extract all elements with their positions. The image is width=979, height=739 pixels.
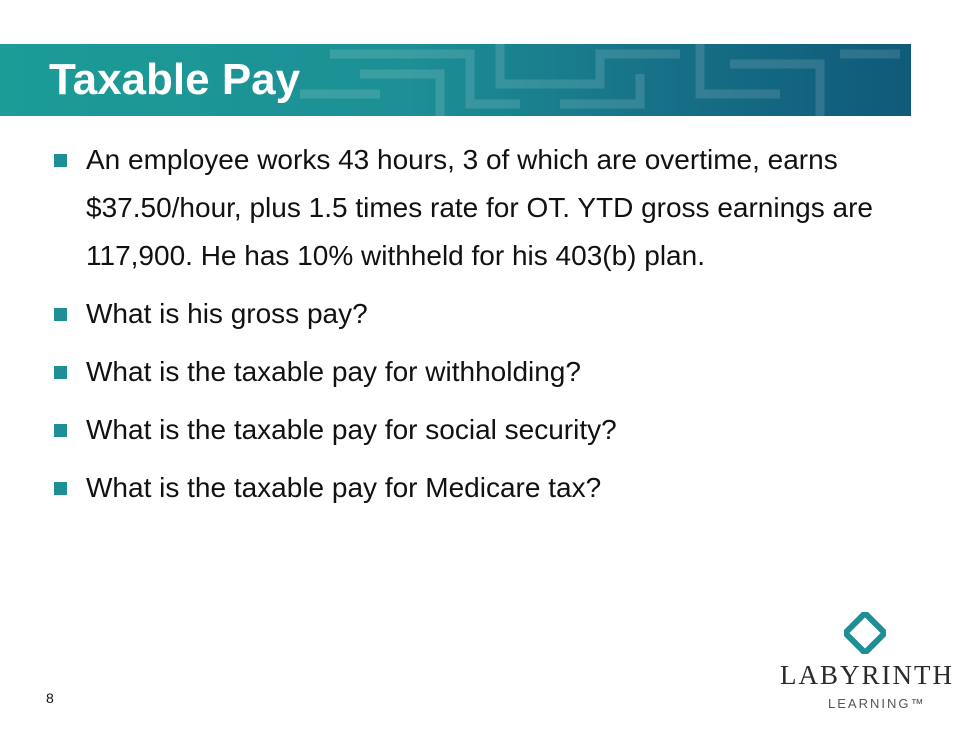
square-bullet-icon	[54, 308, 67, 321]
page-number: 8	[46, 690, 54, 706]
labyrinth-logo	[760, 604, 970, 714]
square-bullet-icon	[54, 482, 67, 495]
bullet-text: What is the taxable pay for Medicare tax?	[86, 472, 602, 503]
diamond-logo-icon	[844, 612, 886, 654]
bullet-gross-pay	[0, 290, 916, 338]
square-bullet-icon	[54, 366, 67, 379]
bullet-scenario	[0, 136, 916, 280]
logo-wordmark: LABYRINTH	[780, 660, 954, 690]
bullet-text: What is his gross pay?	[86, 298, 368, 329]
bullet-social-security	[0, 406, 916, 454]
bullet-withholding	[0, 348, 916, 396]
bullet-text: What is the taxable pay for withholding?	[86, 356, 581, 387]
bullet-text: An employee works 43 hours, 3 of which are overtime, earns $37.50/hour, plus 1.5 times rate for OT. YTD gross earnings are 117,900. He has 10% withheld for his 403(b) plan.	[86, 144, 873, 271]
logo-tagline: LEARNING™	[828, 696, 926, 711]
slide-title: Taxable Pay	[49, 55, 301, 104]
title-band	[0, 44, 911, 116]
bullet-list	[0, 136, 979, 522]
square-bullet-icon	[54, 154, 67, 167]
square-bullet-icon	[54, 424, 67, 437]
bullet-medicare	[0, 464, 916, 512]
bullet-text: What is the taxable pay for social security?	[86, 414, 617, 445]
